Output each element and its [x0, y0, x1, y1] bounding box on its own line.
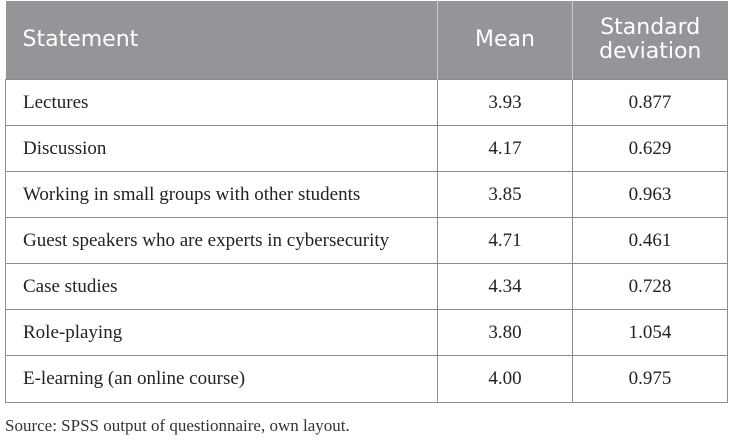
- cell-statement: Discussion: [6, 126, 438, 172]
- cell-sd: 0.629: [573, 126, 728, 172]
- cell-statement: Working in small groups with other students: [6, 172, 438, 218]
- cell-statement: Role-playing: [6, 310, 438, 356]
- cell-mean: 4.00: [438, 356, 573, 403]
- cell-sd: 0.877: [573, 80, 728, 126]
- cell-statement: Guest speakers who are experts in cybersecurity: [6, 218, 438, 264]
- cell-mean: 4.71: [438, 218, 573, 264]
- header-standard-deviation: [573, 1, 728, 80]
- cell-statement: E-learning (an online course): [6, 356, 438, 403]
- cell-statement: Lectures: [6, 80, 438, 126]
- results-table: [5, 1, 728, 403]
- cell-mean: 4.34: [438, 264, 573, 310]
- header-row: [6, 1, 728, 80]
- table-row: [6, 126, 728, 172]
- header-mean: Mean: [438, 1, 573, 80]
- results-table-container: [5, 1, 727, 403]
- header-standard-deviation-text: [599, 16, 701, 64]
- cell-mean: 3.93: [438, 80, 573, 126]
- table-row: [6, 218, 728, 264]
- cell-sd: 0.728: [573, 264, 728, 310]
- table-row: [6, 80, 728, 126]
- table-body: [6, 80, 728, 403]
- header-sd-line2: deviation: [599, 39, 702, 64]
- table-row: [6, 310, 728, 356]
- cell-statement: Case studies: [6, 264, 438, 310]
- cell-sd: 0.963: [573, 172, 728, 218]
- table-header: [6, 1, 728, 80]
- cell-sd: 0.461: [573, 218, 728, 264]
- table-row: [6, 172, 728, 218]
- table-row: [6, 264, 728, 310]
- source-note: Source: SPSS output of questionnaire, own layout.: [5, 416, 350, 435]
- cell-mean: 3.85: [438, 172, 573, 218]
- cell-mean: 3.80: [438, 310, 573, 356]
- table-row: [6, 356, 728, 403]
- cell-mean: 4.17: [438, 126, 573, 172]
- header-statement: Statement: [6, 1, 438, 80]
- cell-sd: 0.975: [573, 356, 728, 403]
- header-sd-line1: Standard: [600, 15, 701, 40]
- cell-sd: 1.054: [573, 310, 728, 356]
